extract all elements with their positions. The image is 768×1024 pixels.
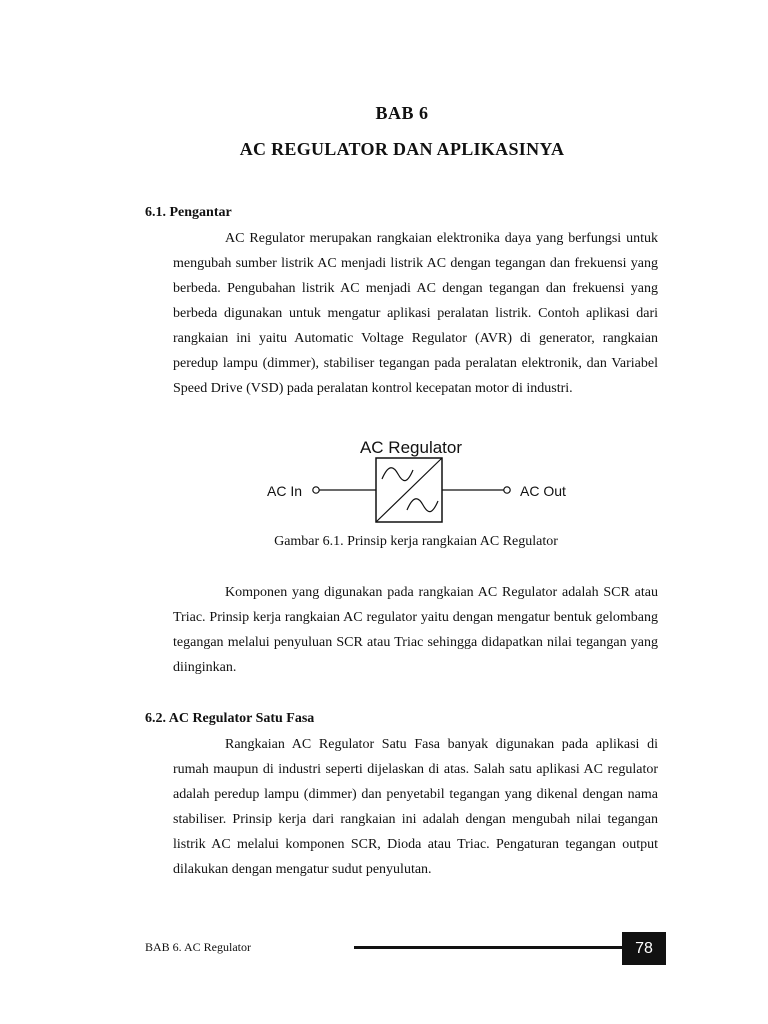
page-number: 78: [622, 932, 666, 965]
output-terminal: [504, 487, 510, 493]
ac-regulator-diagram: [262, 432, 574, 532]
sine-output-icon: [407, 499, 438, 512]
chapter-number: BAB 6: [375, 103, 429, 123]
sine-input-icon: [382, 468, 413, 481]
diagram-output-label: AC Out: [520, 483, 566, 499]
paragraph-intro: AC Regulator merupakan rangkaian elektronika daya yang berfungsi untuk mengubah sumber listrik AC menjadi listrik AC dengan tegangan dan frekuensi yang berbeda. Pengubahan listrik AC menjadi AC dengan tegangan dan frekuensi yang berbeda digunakan untuk mengatur aplikasi peralatan listrik. Contoh aplikasi dari rangkaian ini yaitu Automatic Voltage Regulator (AVR) di generator, rangkaian peredup lampu (dimmer), stabiliser tegangan pada peralatan elektronik, dan Variabel Speed Drive (VSD) pada peralatan kontrol kecepatan motor di industri.: [173, 231, 658, 396]
diagram-title: AC Regulator: [359, 438, 463, 457]
paragraph-components: Komponen yang digunakan pada rangkaian AC Regulator adalah SCR atau Triac. Prinsip kerja rangkaian AC regulator yaitu dengan mengatur bentuk gelombang tegangan melalui penyuluan SCR atau Triac sehingga didapatkan nilai tegangan yang diinginkan.: [173, 585, 658, 675]
section-heading-satu-fasa: 6.2. AC Regulator Satu Fasa: [145, 711, 315, 726]
footer-rule: [354, 946, 622, 949]
input-terminal: [313, 487, 319, 493]
footer-label: BAB 6. AC Regulator: [145, 940, 252, 954]
regulator-diagonal: [376, 458, 442, 522]
section-heading-pengantar: 6.1. Pengantar: [145, 205, 232, 220]
chapter-title: AC REGULATOR DAN APLIKASINYA: [239, 139, 565, 159]
diagram-input-label: AC In: [267, 483, 303, 499]
figure-caption: Gambar 6.1. Prinsip kerja rangkaian AC Regulator: [274, 534, 558, 549]
paragraph-satu-fasa: Rangkaian AC Regulator Satu Fasa banyak digunakan pada aplikasi di rumah maupun di industri seperti dijelaskan di atas. Salah satu aplikasi AC regulator adalah peredup lampu (dimmer) dan penyetabil tegangan yang dikenal dengan nama stabiliser. Prinsip kerja dari rangkaian ini adalah dengan mengubah nilai tegangan listrik AC melalui komponen SCR, Dioda atau Triac. Pengaturan tegangan output dilakukan dengan mengatur sudut penyulutan.: [173, 737, 658, 877]
